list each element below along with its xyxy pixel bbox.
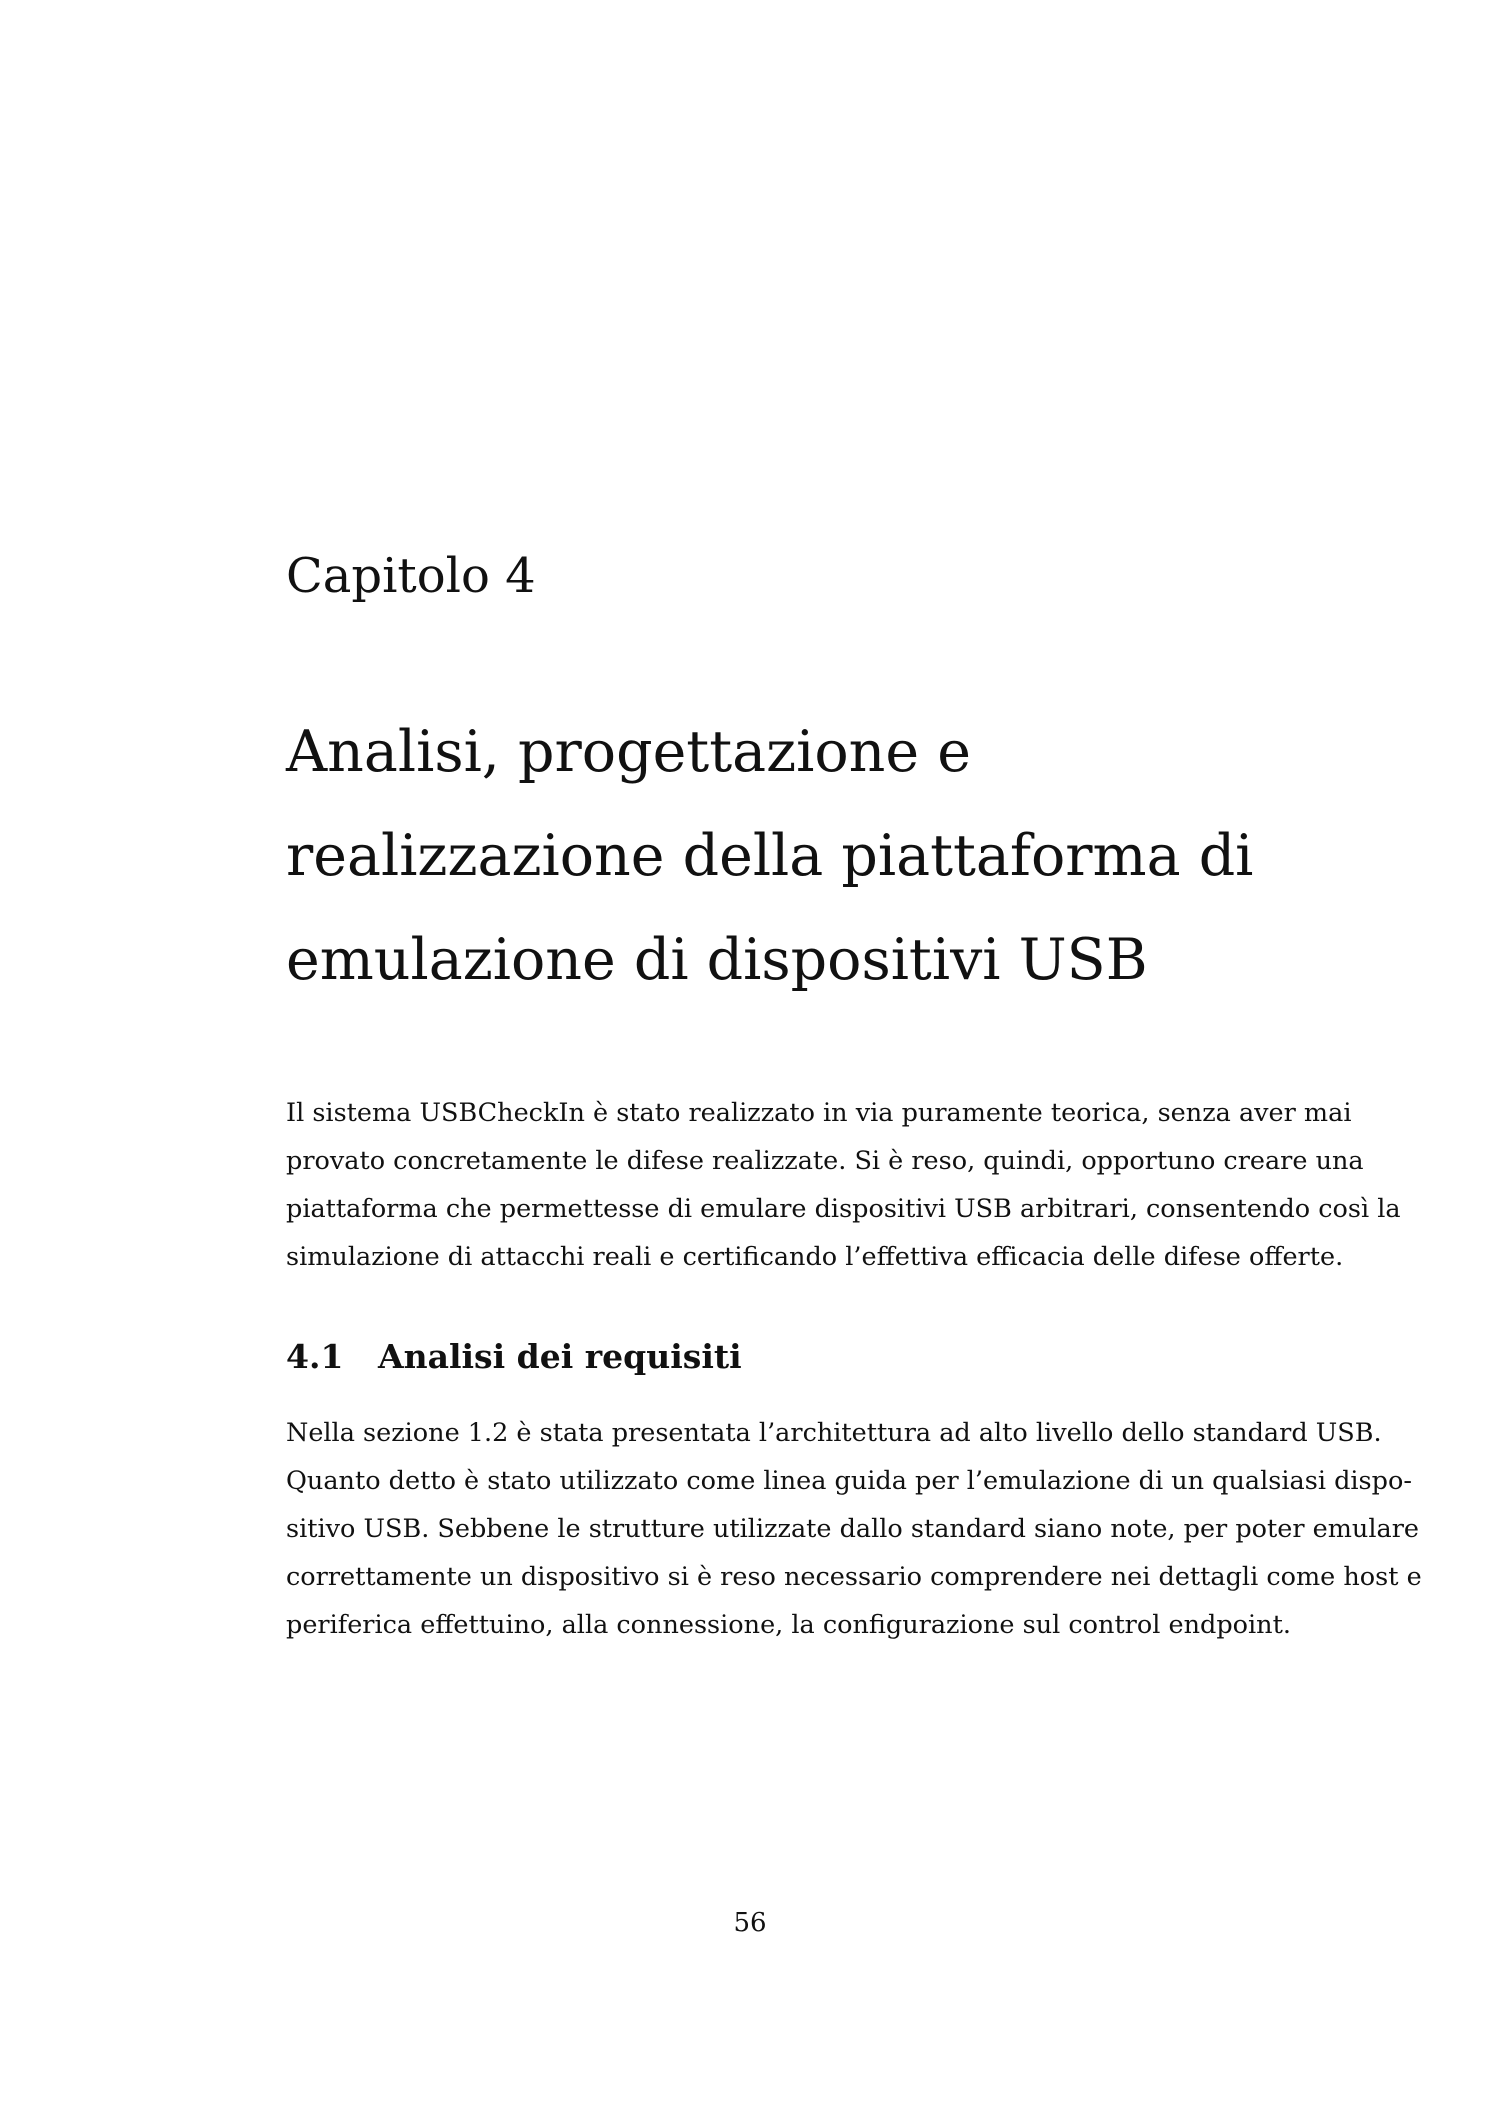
paragraph-line: Il sistema USBCheckIn è stato realizzato in via puramente teorica, senza aver mai xyxy=(286,1098,1352,1128)
paragraph-line: Quanto detto è stato utilizzato come linea guida per l’emulazione di un qualsiasi dispo- xyxy=(286,1466,1412,1496)
introduction-paragraph xyxy=(286,1089,1401,1281)
chapter-title xyxy=(286,700,1326,1012)
section-title: Analisi dei requisiti xyxy=(378,1337,742,1376)
chapter-title-line: emulazione di dispositivi USB xyxy=(286,927,1148,993)
paragraph-line: piattaforma che permettesse di emulare dispositivi USB arbitrari, consentendo così la xyxy=(286,1194,1401,1224)
section-number: 4.1 xyxy=(286,1337,344,1376)
paragraph-line: sitivo USB. Sebbene le strutture utilizzate dallo standard siano note, per poter emulare xyxy=(286,1514,1419,1544)
chapter-title-line: Analisi, progettazione e xyxy=(286,719,971,785)
paragraph-line: provato concretamente le difese realizzate. Si è reso, quindi, opportuno creare una xyxy=(286,1146,1364,1176)
section-paragraph xyxy=(286,1409,1422,1649)
paragraph-line: Nella sezione 1.2 è stata presentata l’architettura ad alto livello dello standard USB. xyxy=(286,1418,1382,1448)
chapter-title-line: realizzazione della piattaforma di xyxy=(286,823,1254,889)
section-heading xyxy=(286,1335,1326,1379)
chapter-label: Capitolo 4 xyxy=(286,548,536,604)
paragraph-line: periferica effettuino, alla connessione, la configurazione sul control endpoint. xyxy=(286,1610,1291,1640)
page-number: 56 xyxy=(733,1908,767,1938)
paragraph-line: correttamente un dispositivo si è reso necessario comprendere nei dettagli come host e xyxy=(286,1562,1422,1592)
paragraph-line: simulazione di attacchi reali e certificando l’effettiva efficacia delle difese offerte. xyxy=(286,1242,1344,1272)
